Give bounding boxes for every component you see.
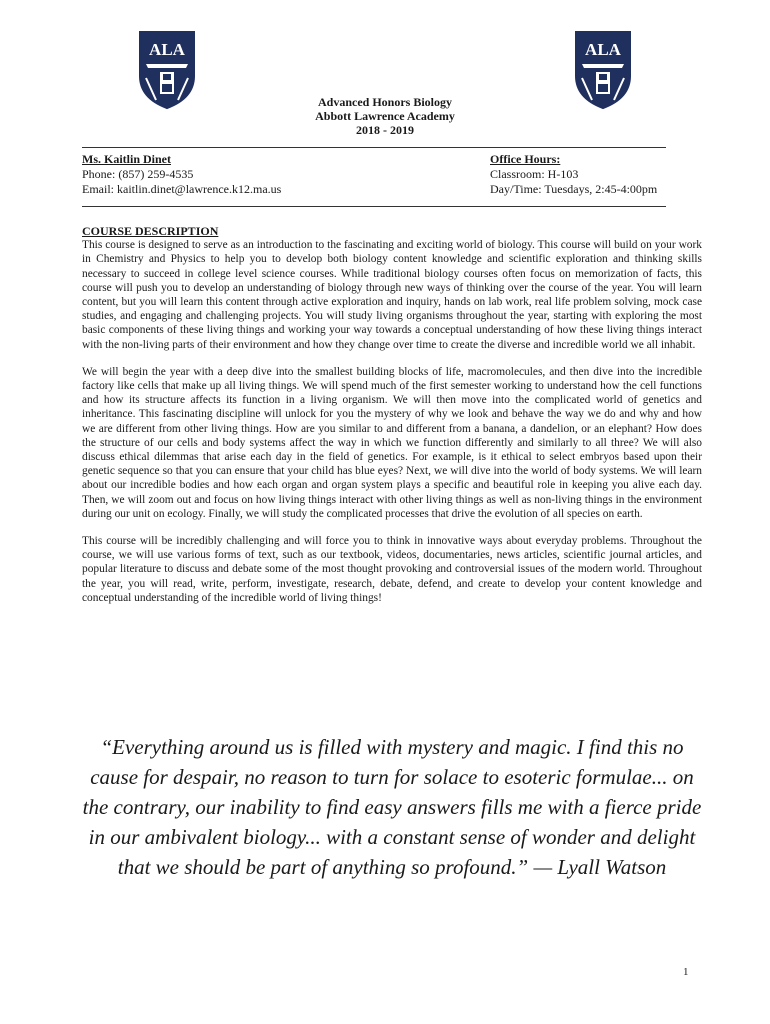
paragraph: This course will be incredibly challenging and will force you to think in innovative ways about everyday problems. Throughout the course, we will use various forms of text, such as our textbook, videos, documentaries, news articles, scientific journal articles, and popular literature to discuss and debate some of the most thought provoking and controversial issues of the modern world. Throughout the year, you will read, write, perform, investigate, research, debate, defend, and create to develop your content knowledge and conceptual understanding of the incredible world of living things! (82, 535, 702, 604)
course-description (82, 224, 702, 618)
office-hours (490, 152, 657, 197)
paragraph: This course is designed to serve as an introduction to the fascinating and exciting world of biology. This course will build on your work in Chemistry and Physics to help you to develop both biology content knowledge and scientific exploration and thinking skills necessary to succeed in college level science courses. While traditional biology courses often focus on memorization of facts, this course will push you to develop an understanding of biology through new ways of thinking over the course of the year. You will learn content, but you will learn this content through active exploration and inquiry, hands on lab work, real life problem solving, mock case studies, and engaging and challenging projects. You will study living organisms throughout the year, starting with exploring the most basic components of these living things and working your way towards a conceptual understanding of how these living things interact with the non-living parts of their environment and how they change over time to create the diverse and incredible world we all inhabit. (82, 239, 702, 351)
office-hours-heading: Office Hours: (490, 152, 561, 166)
paragraph: We will begin the year with a deep dive into the smallest building blocks of life, macromolecules, and then dive into the incredible factory like cells that make up all living things. We will spend much of the first semester working to understand how the cell functions and how its structure affects its function in a living organism. We will then move into the complicated world of genetics and inheritance. This fascinating discipline will unlock for you the mystery of why we look and behave the way we do and why and how we are different from other living things. How are you similar to and different from a banana, a dandelion, or an elephant? How does the structure of our cells and body systems affect the way in which we function differently and similarly to all three? We will also discuss ethical dilemmas that arise each day in the field of genetics. For example, is it ethical to select embryos based upon their genetic sequence so that you can ensure that your child has blue eyes? Next, we will dive into the world of body systems. We will learn about our incredible bodies and how each organ and organ system plays a specific and beautiful role in keeping you alive each day. Then, we will zoom out and focus on how living things interact with other living things as well as non-living things in the environment during our unit on ecology. Finally, we will study the complicated processes that drive the evolution of all species on earth. (82, 365, 702, 520)
school-year: 2018 - 2019 (356, 123, 414, 137)
header-divider (82, 147, 666, 148)
crest-text-left: ALA (149, 40, 185, 59)
contact-divider (82, 206, 666, 207)
course-title: Advanced Honors Biology (317, 95, 452, 109)
school-name: Abbott Lawrence Academy (315, 109, 455, 123)
teacher-name: Ms. Kaitlin Dinet (82, 152, 171, 166)
page-number: 1 (683, 966, 689, 978)
classroom: Classroom: H-103 (490, 167, 579, 181)
document-header (0, 95, 770, 137)
crest-text-right: ALA (585, 40, 621, 59)
teacher-email: Email: kaitlin.dinet@lawrence.k12.ma.us (82, 182, 282, 196)
day-time: Day/Time: Tuesdays, 2:45-4:00pm (490, 182, 658, 196)
teacher-phone: Phone: (857) 259-4535 (82, 167, 194, 181)
section-heading: COURSE DESCRIPTION (82, 224, 219, 238)
teacher-contact (82, 152, 281, 197)
closing-quote: “Everything around us is filled with mystery and magic. I find this no cause for despair, no reason to turn for solace to esoteric formulae... on the contrary, our inability to find easy answers fills me with a fierce pride in our ambivalent biology... with a constant sense of wonder and delight that we should be part of anything so profound.” — Lyall Watson (82, 735, 702, 879)
